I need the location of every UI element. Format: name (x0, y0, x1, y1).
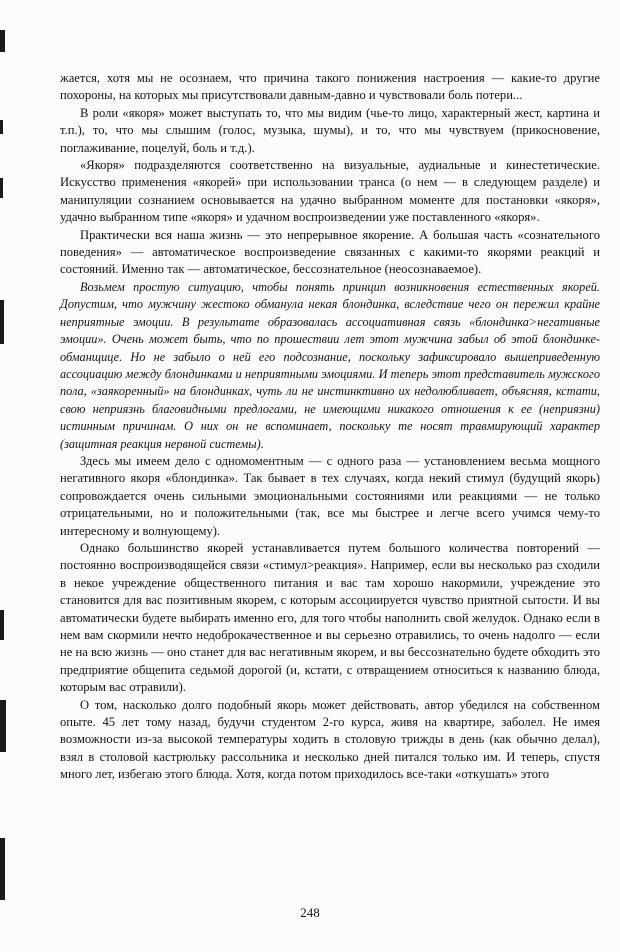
scan-gutter-mark (0, 610, 4, 640)
scan-gutter-mark (0, 838, 5, 900)
paragraph: «Якоря» подразделяются соответственно на визуальные, аудиальные и кинестетические. Искусство применения «якорей» при использовании транса (о нем — в следующем разделе) и манипуляции сознанием основывается на удачно выбранном моменте для постановки «якоря», удачно выбранном типе «якоря» и удачном воспроизведении уже поставленного «якоря». (60, 158, 600, 225)
scan-gutter-mark (0, 178, 3, 198)
scan-gutter-mark (0, 300, 4, 344)
scan-gutter-mark (0, 30, 5, 52)
scan-gutter-mark (0, 120, 3, 134)
paragraph: В роли «якоря» может выступать то, что мы видим (чье-то лицо, характерный жест, картина и т.п.), то, что мы слышим (голос, музыка, шумы), и то, что мы чувствуем (прикосновение, поглаживание, поцелуй, боль и т.д.). (60, 105, 600, 155)
italic-example-paragraph: Возьмем простую ситуацию, чтобы понять принцип возникновения естественных якорей. Допустим, что мужчину жестоко обманула некая блондинка, вследствие чего он пережил крайне неприятные эмоции. В результате образовалась ассоциативная связь «блондинка>негативные эмоции». Очень может быть, что по прошествии лет этот мужчина забыл об этой блондинке-обманщице. Но не забыло о ней его подсознание, поскольку зафиксировало вышеприведенную ассоциацию между блондинками и неприятными эмоциями. И теперь этот представитель мужского пола, «заякоренный» на блондинках, чуть ли не инстинктивно их недолюбливает, объясняя, кстати, свою неприязнь благовидными предлогами, не имеющими никакого отношения к ее (неприязни) истинным причинам. О них он не вспоминает, поскольку те носят травмирующий характер (защитная реакция нервной системы). (60, 279, 600, 451)
body-text (60, 70, 600, 784)
paragraph: Практически вся наша жизнь — это непрерывное якорение. А большая часть «сознательного поведения» — автоматическое воспроизведение связанных с какими-то якорями реакций и состояний. Именно так — автоматическое, бессознательное (неосознаваемое). (60, 227, 600, 277)
paragraph: Однако большинство якорей устанавливается путем большого количества повторений — постоянно воспроизводящейся связи «стимул>реакция». Например, если вы несколько раз сходили в некое учреждение общественного питания и вас там хорошо накормили, учреждение это становится для вас позитивным якорем, с которым ассоциируется чувство приятной сытости. И вы автоматически будете выбирать именно его, для того чтобы наполнить свой желудок. Однако если в нем вам скормили нечто недоброкачественное и вы серьезно отравились, то очень надолго — если не на всю жизнь — оно станет для вас негативным якорем, и вы бессознательно будете обходить это предприятие общепита седьмой дорогой (и, кстати, с отвращением относиться к названию блюда, которым вас отравили). (60, 540, 600, 695)
paragraph: О том, насколько долго подобный якорь может действовать, автор убедился на собственном опыте. 45 лет тому назад, будучи студентом 2-го курса, живя на квартире, заболел. Не имея возможности из-за высокой температуры ходить в столовую трижды в день (как обычно делал), взял в столовой кастрюльку рассольника и несколько дней питался только им. И теперь, спустя много лет, избегаю этого блюда. Хотя, когда потом приходилось все-таки «откушать» этого (60, 697, 600, 782)
scan-gutter-mark (0, 700, 6, 752)
page-number: 248 (300, 905, 320, 920)
paragraph: Здесь мы имеем дело с одномоментным — с одного раза — установлением весьма мощного негативного якоря «блондинка». Так бывает в тех случаях, когда некий стимул (будущий якорь) сопровождается очень сильными эмоциональными состояниями или реакциями — не только отрицательными, но и положительными (так, все мы быстрее и легче всего учимся чему-то интересному и волнующему). (60, 453, 600, 538)
paragraph: жается, хотя мы не осознаем, что причина такого понижения настроения — какие-то другие похороны, на которых мы присутствовали давным-давно и чувствовали боль потери... (60, 71, 600, 103)
